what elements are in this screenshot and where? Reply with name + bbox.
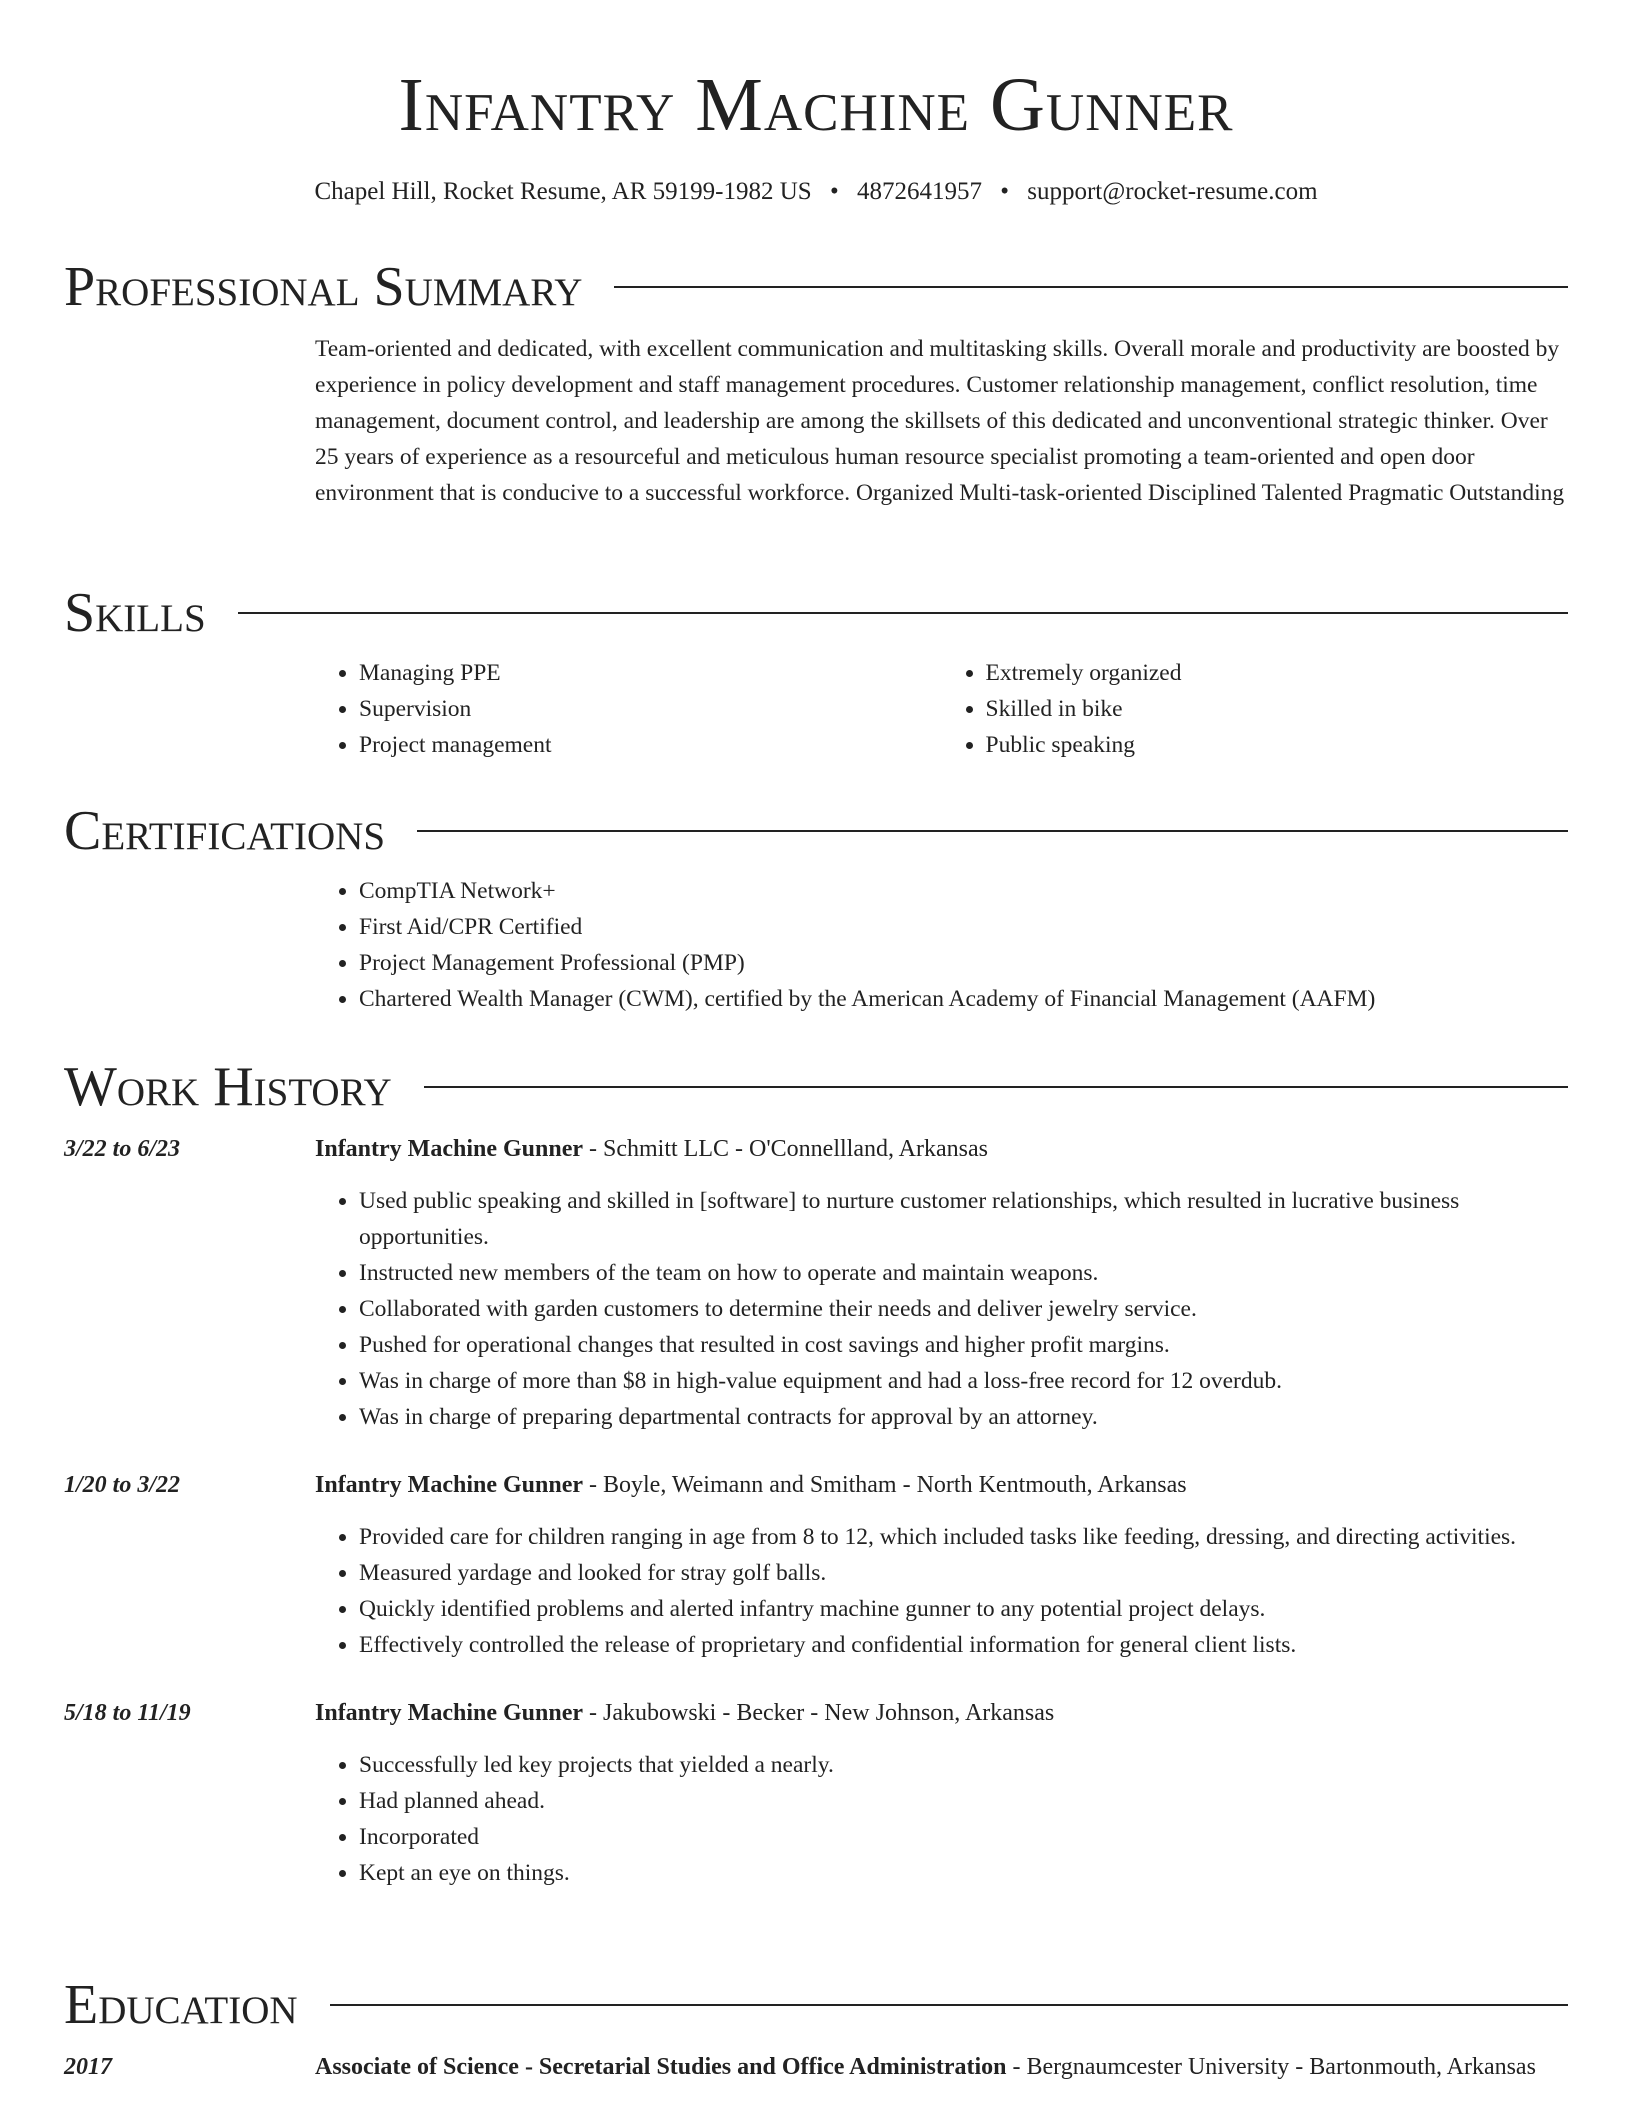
section-divider (330, 2004, 1568, 2006)
job-role: Infantry Machine Gunner (315, 1136, 584, 1162)
skills-section (64, 583, 1568, 763)
education-entry (64, 2049, 1568, 2085)
certification-item: • Project Management Professional (PMP) (359, 945, 1568, 981)
section-heading (64, 801, 1568, 861)
section-heading (64, 1975, 1568, 2035)
skills-grid (315, 655, 1568, 763)
section-title: Professional Summary (64, 256, 583, 318)
job-bullet: • Quickly identified problems and alerted infantry machine gunner to any potential project delays. (359, 1591, 1568, 1627)
skill-item: • Project management (359, 727, 942, 763)
job-bullets (315, 1747, 1568, 1891)
job-employer: - Schmitt LLC - O'Connellland, Arkansas (583, 1136, 988, 1162)
certification-item: • First Aid/CPR Certified (359, 909, 1568, 945)
contact-phone: 4872641957 (856, 178, 982, 205)
job-role: Infantry Machine Gunner (315, 1700, 584, 1726)
job-details (315, 1131, 1568, 1435)
skill-item: • Supervision (359, 691, 942, 727)
job-entry (64, 1695, 1568, 1891)
job-bullet: • Successfully led key projects that yielded a nearly. (359, 1747, 1568, 1783)
job-bullet: • Provided care for children ranging in age from 8 to 12, which included tasks like feeding, dressing, and directing activities. (359, 1519, 1568, 1555)
certifications-body (315, 873, 1568, 1017)
job-bullet: • Had planned ahead. (359, 1783, 1568, 1819)
section-title: Certifications (64, 800, 386, 862)
contact-email: support@rocket-resume.com (1027, 178, 1318, 205)
contact-separator: • (1000, 178, 1009, 205)
contact-address: Chapel Hill, Rocket Resume, AR 59199-1982 US (314, 178, 812, 205)
certifications-list (315, 873, 1568, 1017)
certification-item: • Chartered Wealth Manager (CWM), certified by the American Academy of Financial Management (AAFM) (359, 981, 1568, 1017)
job-bullet: • Collaborated with garden customers to determine their needs and deliver jewelry service. (359, 1291, 1568, 1327)
education-year: 2017 (64, 2054, 112, 2080)
job-bullets (315, 1183, 1568, 1435)
job-bullet: • Instructed new members of the team on how to operate and maintain weapons. (359, 1255, 1568, 1291)
job-bullet: • Was in charge of preparing departmental contracts for approval by an attorney. (359, 1399, 1568, 1435)
education-line (315, 2049, 1568, 2085)
job-details (315, 1695, 1568, 1891)
job-employer: - Jakubowski - Becker - New Johnson, Arkansas (583, 1700, 1055, 1726)
summary-section (64, 257, 1568, 511)
certification-item: • CompTIA Network+ (359, 873, 1568, 909)
section-title: Education (64, 1974, 298, 2036)
job-bullet: • Pushed for operational changes that resulted in cost savings and higher profit margins. (359, 1327, 1568, 1363)
resume-page (64, 0, 1568, 2080)
skill-item: • Extremely organized (986, 655, 1569, 691)
job-bullet: • Used public speaking and skilled in [software] to nurture customer relationships, which resulted in lucrative business opportunities. (359, 1183, 1568, 1255)
job-entry (64, 1131, 1568, 1435)
job-bullet: • Measured yardage and looked for stray golf balls. (359, 1555, 1568, 1591)
skills-list-left (315, 655, 942, 763)
job-bullet: • Kept an eye on things. (359, 1855, 1568, 1891)
section-divider (614, 286, 1568, 288)
section-heading (64, 257, 1568, 317)
certifications-section (64, 801, 1568, 1017)
skill-item: • Public speaking (986, 727, 1569, 763)
candidate-name: Infantry Machine Gunner (398, 63, 1234, 147)
section-divider (238, 612, 1568, 614)
job-role: Infantry Machine Gunner (315, 1472, 584, 1498)
education-school: - Bergnaumcester University - Bartonmouth, Arkansas (1006, 2054, 1536, 2080)
section-divider (424, 1086, 1568, 1088)
education-details (315, 2049, 1568, 2085)
resume-header (64, 60, 1568, 208)
job-bullet: • Effectively controlled the release of proprietary and confidential information for general client lists. (359, 1627, 1568, 1663)
skills-list-right (942, 655, 1569, 763)
work-history-section (64, 1057, 1568, 1891)
education-section (64, 1975, 1568, 2085)
job-employer: - Boyle, Weimann and Smitham - North Kentmouth, Arkansas (583, 1472, 1187, 1498)
job-bullets (315, 1519, 1568, 1663)
job-dates: 5/18 to 11/19 (64, 1700, 191, 1726)
education-degree: Associate of Science - Secretarial Studies and Office Administration (315, 2054, 1007, 2080)
section-divider (417, 830, 1568, 832)
job-bullet: • Was in charge of more than $8 in high-value equipment and had a loss-free record for 12 overdub. (359, 1363, 1568, 1399)
job-title-line (315, 1695, 1568, 1731)
skill-item: • Skilled in bike (986, 691, 1569, 727)
skill-item: • Managing PPE (359, 655, 942, 691)
contact-separator: • (829, 178, 839, 205)
contact-line (64, 176, 1568, 208)
summary-text: Team-oriented and dedicated, with excellent communication and multitasking skills. Overall morale and productivity are boosted by experience in policy development and staff management procedures. Customer relationship management, conflict resolution, time management, document control, and leadership are among the skillsets of this dedicated and unconventional strategic thinker. Over 25 years of experience as a resourceful and meticulous human resource specialist promoting a team-oriented and open door environment that is conducive to a successful workforce. Organized Multi-task-oriented Disciplined Talented Pragmatic Outstanding (315, 336, 1565, 506)
job-dates: 1/20 to 3/22 (64, 1472, 181, 1498)
section-title: Work History (64, 1056, 392, 1118)
job-dates: 3/22 to 6/23 (64, 1136, 181, 1162)
section-title: Skills (64, 582, 206, 644)
job-title-line (315, 1131, 1568, 1167)
job-details (315, 1467, 1568, 1663)
job-title-line (315, 1467, 1568, 1503)
section-heading (64, 1057, 1568, 1117)
section-heading (64, 583, 1568, 643)
job-entry (64, 1467, 1568, 1663)
job-bullet: • Incorporated (359, 1819, 1568, 1855)
